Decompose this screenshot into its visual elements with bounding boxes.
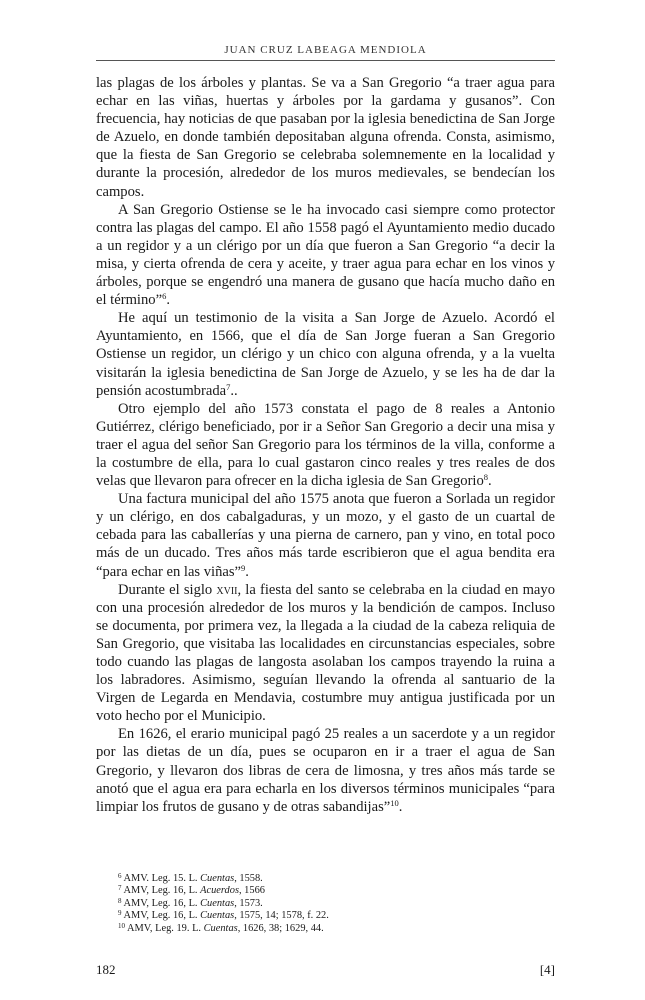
footnote-detail: , 1558. — [234, 873, 263, 884]
footnote-source: AMV, Leg. 16, L. — [123, 885, 201, 897]
footnote-ref: 6 — [162, 291, 167, 302]
footnote-source: AMV. Leg. 15. L. — [123, 873, 201, 884]
footnote-detail: , 1566 — [238, 885, 265, 897]
footnote-number: 6 — [118, 872, 122, 880]
running-header: JUAN CRUZ LABEAGA MENDIOLA — [224, 44, 427, 56]
text-run: , la fiesta del santo se celebraba en la ciudad en mayo con una procesión alrededor de los muros y la bendición de campos. Incluso se documenta, por primera vez, la llegada a la ciudad de la cabeza reliquia de San Gregorio, que visitaba las localidades en circunstancias especiales, sobre todo cuando las plagas de langosta asolaban los campos trayendo la ruina a los labradores. Asimismo, seguían llevando la ofrenda al santuario de la Virgen de Legarda en Mendavia, costumbre muy antigua justificada por un voto hecho por el Municipio. — [96, 581, 555, 725]
text-run: He aquí un testimonio de la visita a San Jorge de Azuelo. Acordó el Ayuntamiento, en 1566, que el día de San Jorge fueran a San Gregorio Ostiense un regidor, un clérigo y un chico con alguna ofrenda, y a la vuelta visitarán la iglesia benedictina de San Jorge de Azuelo, y se les ha de dar la pensión acostumbrada — [96, 310, 555, 399]
footnote-ref: 10 — [390, 797, 399, 808]
footnote-number: 7 — [118, 884, 122, 893]
paragraph — [96, 581, 555, 726]
footnote-detail: , 1626, 38; 1629, 44. — [237, 922, 324, 934]
footnote — [118, 910, 555, 922]
text-run: Otro ejemplo del año 1573 constata el pago de 8 reales a Antonio Gutiérrez, clérigo beneficiado, por ir a Señor San Gregorio a decir una misa y traer el agua del señor San Gregorio para los términos de la villa, conforme a la costumbre de ella, para lo cual gastaron cinco reales y tres reales de dos velas que llevaron para ofrecer en la dicha iglesia de San Gregorio — [96, 400, 555, 490]
footnote-title: Cuentas — [203, 922, 238, 934]
footnote — [118, 898, 555, 910]
text-run: A San Gregorio Ostiense se le ha invocado casi siempre como protector contra las plagas del campo. El año 1558 pagó el Ayuntamiento medio ducado a un regidor y a un clérigo por un día que fueron a San Gregorio “a decir la misa, y cierta ofrenda de cera y aceite, y traer agua para echar en los vinos y árboles, porque se engendró una manera de gusano que hacía mucho daño en el término” — [96, 201, 555, 309]
footnote-number: 9 — [118, 909, 122, 918]
paragraph — [96, 74, 555, 201]
small-caps-text: xvii — [216, 581, 238, 598]
text-run: . — [166, 292, 170, 309]
paragraph — [96, 400, 555, 490]
text-run: Una factura municipal del año 1575 anota que fueron a Sorlada un regidor y un clérigo, en dos cabalgaduras, y un mozo, y el gasto de un cuartal de cebada para las caballerías y una pierna de carnero, pan y vino, en total poco más de un ducado. Tres años más tarde escribieron que el agua bendita era “para echar en las viñas” — [96, 491, 555, 580]
paragraph — [96, 309, 555, 399]
paragraph — [96, 201, 555, 310]
text-run: .. — [230, 382, 238, 399]
footnote — [118, 885, 555, 897]
text-run: . — [398, 798, 403, 815]
footnote — [118, 873, 555, 885]
footnote-number: 8 — [118, 896, 122, 905]
footnote-ref: 7 — [226, 381, 231, 392]
footnote-ref: 9 — [241, 562, 246, 573]
footnote-title: Cuentas — [200, 873, 235, 884]
footnote-number: 10 — [118, 921, 125, 930]
paragraph — [96, 490, 555, 580]
paragraph — [96, 725, 555, 815]
footnote-ref: 8 — [483, 472, 489, 483]
footnote-title: Cuentas — [200, 897, 235, 909]
footnote-source: AMV, Leg. 16, L. — [123, 910, 201, 922]
body-text — [96, 74, 555, 816]
footnote-detail: , 1575, 14; 1578, f. 22. — [234, 910, 329, 922]
page-number: 182 — [96, 962, 116, 977]
footnote-title: Acuerdos — [200, 885, 239, 897]
header-rule — [96, 60, 555, 61]
page-reference: [4] — [539, 962, 555, 977]
footnote-title: Cuentas — [200, 910, 235, 922]
text-run: . — [245, 563, 249, 580]
text-run: . — [488, 473, 492, 490]
footnote-source: AMV, Leg. 19. L. — [127, 922, 204, 934]
text-run: En 1626, el erario municipal pagó 25 reales a un sacerdote y a un regidor por las dietas de un día, pues se ocuparon en ir a traer el agua de San Gregorio, y llevaron dos libras de cera de limosna, y tres años más tarde se anotó que el agua era para echarla en los diversos términos municipales “para limpiar los frutos de gusano y de otras sabandijas” — [96, 726, 555, 815]
footnote-source: AMV, Leg. 16, L. — [123, 897, 201, 909]
footnotes — [118, 873, 555, 935]
footnote — [118, 923, 555, 935]
text-run: las plagas de los árboles y plantas. Se va a San Gregorio “a traer agua para echar en las viñas, huertas y árboles por la gardama y gusanos”. Con frecuencia, hay noticias de que pasaban por la iglesia benedictina de San Jorge de Azuelo, en donde también depositaban alguna ofrenda. Consta, asimismo, que la fiesta de San Gregorio se celebraba solemnemente en la localidad y durante la procesión, alrededor de los muros medievales, se bendecían los campos. — [96, 75, 555, 200]
text-run: Durante el siglo — [118, 581, 217, 598]
footnote-detail: , 1573. — [234, 897, 263, 909]
